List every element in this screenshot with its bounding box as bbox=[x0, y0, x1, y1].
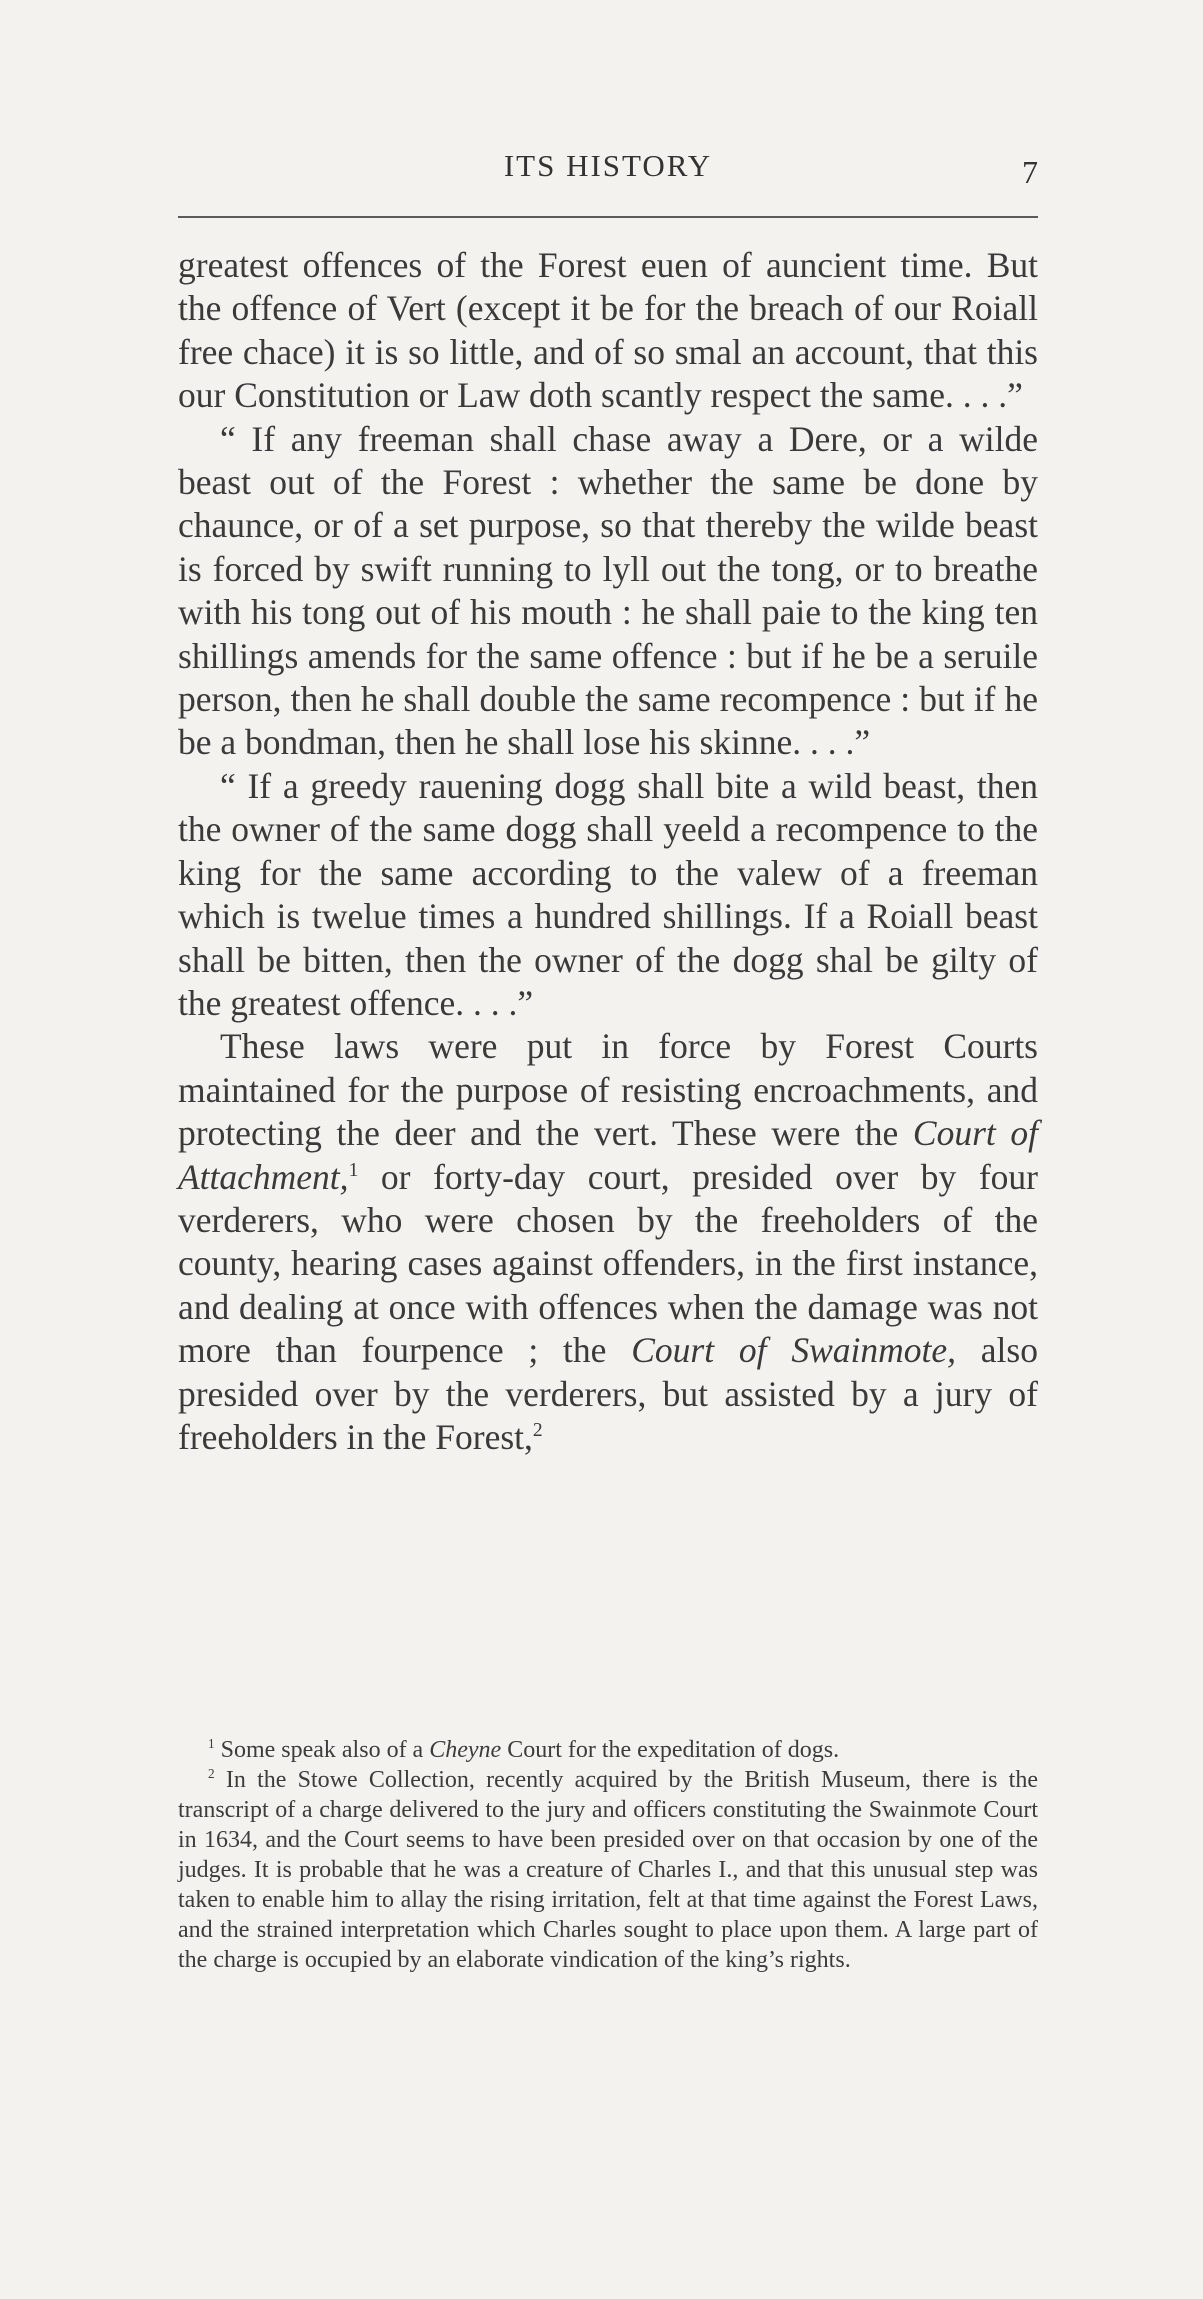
body-text bbox=[178, 244, 1038, 1459]
court-of-swainmote: Court of Swainmote, bbox=[631, 1330, 956, 1371]
paragraph-1: greatest offences of the Forest euen of auncient time. But the offence of Vert (except it be for the breach of our Roiall free chace) it is so little, and of so smal an account, that this our Constitution or Law doth scantly respect the same. . . .” bbox=[178, 245, 1038, 416]
footnote-mark-1: 1 bbox=[208, 1736, 215, 1751]
footnote-2-text: In the Stowe Collection, recently acquired by the British Museum, there is the transcript of a charge delivered to the jury and officers constituting the Swainmote Court in 1634, and the Court seems to have been presided over on that occasion by one of the judges. It is probable that he was a creature of Charles I., and that this unusual step was taken to enable him to allay the rising irritation, felt at that time against the Forest Laws, and the strained interpretation which Charles sought to place upon them. A large part of the charge is occupied by an elaborate vindication of the king’s rights. bbox=[178, 1767, 1038, 1973]
paragraph-2: “ If any freeman shall chase away a Dere, or a wilde beast out of the Forest : whether the same be done by chaunce, or of a set purpose, so that thereby the wilde beast is forced by swift running to lyll out the tong, or to breathe with his tong out of his mouth : he shall paie to the king ten shillings amends for the same offence : but if he be a seruile person, then he shall double the same recompence : but if he be a bondman, then he shall lose his skinne. . . .” bbox=[178, 418, 1038, 763]
footnote-2 bbox=[178, 1765, 1038, 1975]
paragraph-4-text-b: or forty-day court, presided over by four verderers, who were chosen by the freeholders of the county, hearing cases against offenders, in the first instance, and dealing at once with offences when the damage was not more than fourpence ; the bbox=[178, 1156, 1038, 1371]
paragraph-3: “ If a greedy rauening dogg shall bite a wild beast, then the owner of the same dogg shall yeeld a recompence to the king for the same according to the valew of a freeman which is twelue times a hundred shillings. If a Roiall beast shall be bitten, then the owner of the dogg shal be gilty of the greatest offence. . . .” bbox=[178, 765, 1038, 1023]
footnote-mark-2: 2 bbox=[208, 1766, 215, 1781]
footnote-1 bbox=[178, 1735, 1038, 1765]
footnote-1-text-a: Some speak also of a bbox=[214, 1737, 430, 1763]
page-number: 7 bbox=[1022, 154, 1038, 190]
court-of-attachment: Court of Attachment, bbox=[178, 1113, 1038, 1197]
paragraph-4-text-a: These laws were put in force by Forest Courts maintained for the purpose of resisting encroachments, and protecting the deer and the vert. These were the bbox=[178, 1026, 1038, 1154]
footnote-1-italic: Cheyne bbox=[429, 1737, 502, 1763]
page-header bbox=[178, 148, 1038, 192]
running-head: ITS HISTORY bbox=[503, 148, 713, 183]
paragraph-4 bbox=[178, 1025, 1038, 1459]
footnote-ref-2[interactable]: 2 bbox=[532, 1420, 543, 1442]
paragraph-4-text-c: also presided over by the verderers, but assisted by a jury of freeholders in the Forest, bbox=[178, 1330, 1038, 1457]
header-rule bbox=[178, 216, 1038, 218]
footnote-ref-1[interactable]: 1 bbox=[348, 1159, 359, 1181]
footnote-1-text-b: Court for the expeditation of dogs. bbox=[501, 1737, 840, 1763]
footnotes bbox=[178, 1735, 1038, 1975]
